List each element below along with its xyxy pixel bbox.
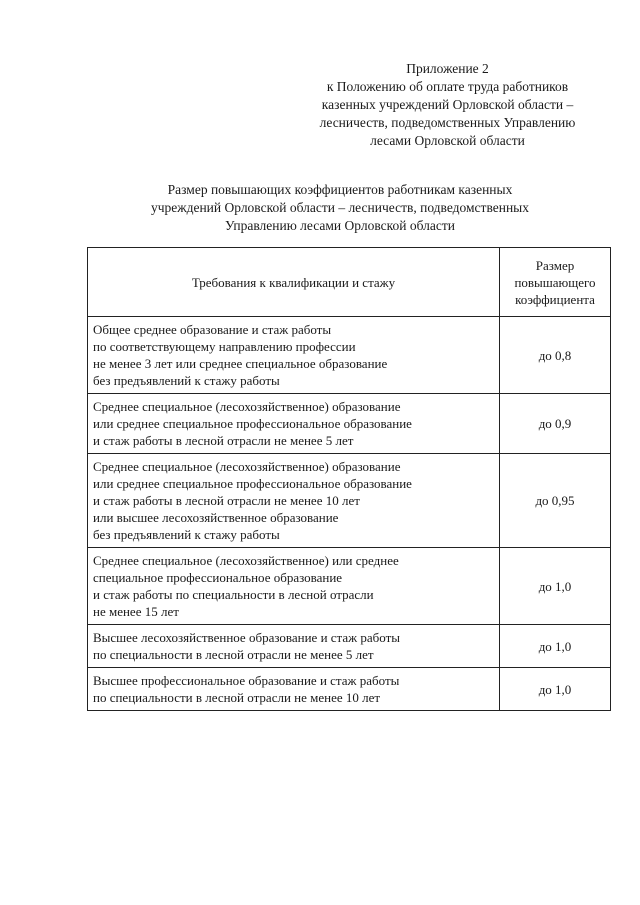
- requirement-line: по соответствующему направлению профессии: [93, 339, 356, 354]
- table-header-row: [88, 248, 611, 317]
- requirement-cell: [88, 625, 500, 668]
- requirement-line: не менее 3 лет или среднее специальное образование: [93, 356, 388, 371]
- requirement-line: и стаж работы по специальности в лесной отрасли: [93, 587, 374, 602]
- requirement-line: без предъявлений к стажу работы: [93, 373, 280, 388]
- requirement-line: по специальности в лесной отрасли не менее 10 лет: [93, 690, 381, 705]
- requirement-line: не менее 15 лет: [93, 604, 179, 619]
- requirement-line: Общее среднее образование и стаж работы: [93, 322, 332, 337]
- coefficient-cell: до 1,0: [500, 668, 611, 711]
- header-coefficient-line: повышающего: [514, 274, 596, 290]
- requirement-line: без предъявлений к стажу работы: [93, 527, 280, 542]
- requirement-line: специальное профессиональное образование: [93, 570, 343, 585]
- coefficient-cell: до 0,8: [500, 317, 611, 394]
- requirement-line: или среднее специальное профессиональное образование: [93, 476, 412, 491]
- requirement-cell: [88, 548, 500, 625]
- requirement-line: Высшее профессиональное образование и стаж работы: [93, 673, 400, 688]
- requirement-line: Среднее специальное (лесохозяйственное) образование: [93, 459, 401, 474]
- requirement-cell: [88, 668, 500, 711]
- title-line: Размер повышающих коэффициентов работникам казенных: [167, 182, 513, 197]
- appendix-header: [300, 60, 595, 150]
- requirement-line: Среднее специальное (лесохозяйственное) или среднее: [93, 553, 399, 568]
- requirement-line: или высшее лесохозяйственное образование: [93, 510, 339, 525]
- requirement-line: и стаж работы в лесной отрасли не менее 5 лет: [93, 433, 354, 448]
- coefficient-cell: до 0,9: [500, 394, 611, 454]
- title-line: учреждений Орловской области – лесничеств, подведомственных: [150, 200, 530, 215]
- requirement-line: по специальности в лесной отрасли не менее 5 лет: [93, 647, 374, 662]
- title-line: Управлению лесами Орловской области: [225, 218, 455, 233]
- requirement-cell: [88, 317, 500, 394]
- requirement-cell: [88, 454, 500, 548]
- appendix-line: к Положению об оплате труда работников: [326, 79, 569, 94]
- table-row: [88, 668, 611, 711]
- coefficient-cell: до 1,0: [500, 625, 611, 668]
- requirement-line: Высшее лесохозяйственное образование и стаж работы: [93, 630, 401, 645]
- requirement-line: или среднее специальное профессиональное образование: [93, 416, 412, 431]
- appendix-line: Приложение 2: [406, 61, 489, 76]
- table-row: [88, 454, 611, 548]
- table-row: [88, 394, 611, 454]
- appendix-line: лесами Орловской области: [370, 133, 525, 148]
- header-coefficient: [500, 248, 611, 317]
- header-requirements: Требования к квалификации и стажу: [88, 248, 500, 317]
- requirement-cell: [88, 394, 500, 454]
- appendix-line: казенных учреждений Орловской области –: [321, 97, 574, 112]
- header-coefficient-line: Размер: [535, 257, 575, 273]
- table-row: [88, 548, 611, 625]
- coefficients-table: [87, 247, 611, 711]
- document-title: [100, 181, 580, 235]
- requirement-line: Среднее специальное (лесохозяйственное) образование: [93, 399, 401, 414]
- appendix-line: лесничеств, подведомственных Управлению: [319, 115, 576, 130]
- coefficient-cell: до 0,95: [500, 454, 611, 548]
- coefficient-cell: до 1,0: [500, 548, 611, 625]
- requirement-line: и стаж работы в лесной отрасли не менее 10 лет: [93, 493, 360, 508]
- header-coefficient-line: коэффициента: [515, 291, 595, 307]
- table-row: [88, 625, 611, 668]
- table-row: [88, 317, 611, 394]
